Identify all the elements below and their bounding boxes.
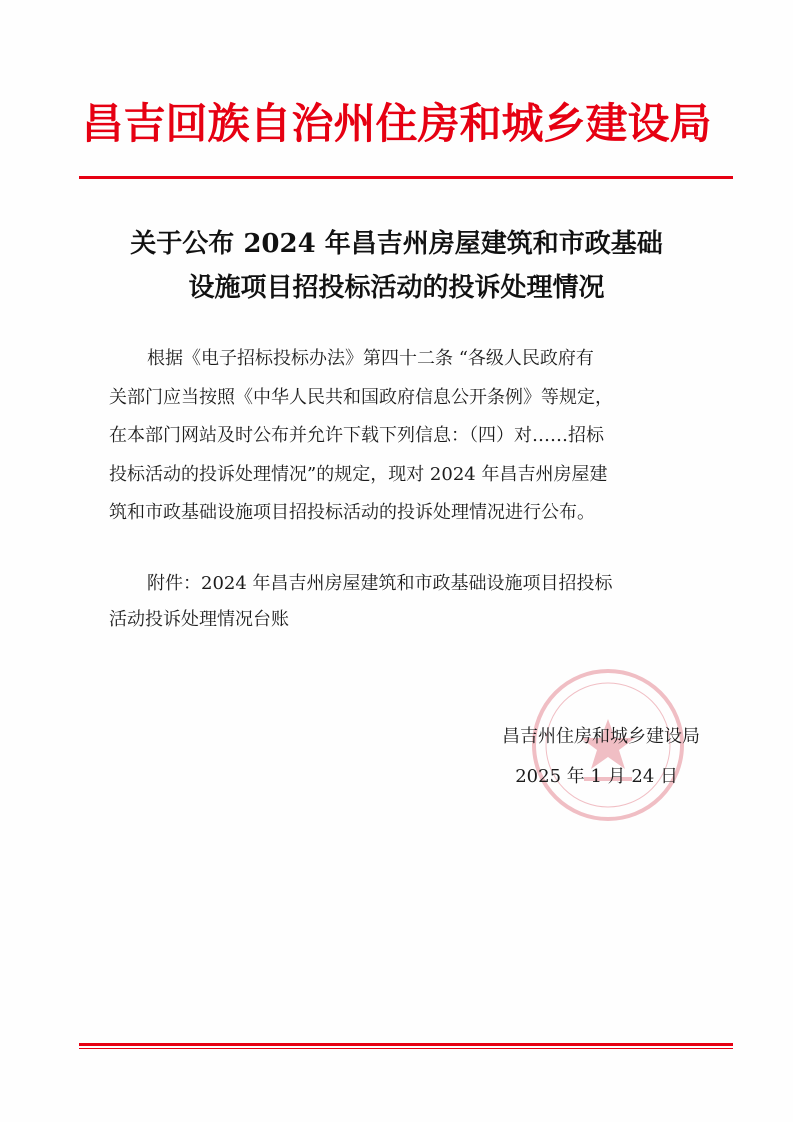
signature-date: 2025 年 1 月 24 日 bbox=[515, 766, 678, 787]
signature-block bbox=[430, 717, 700, 797]
body-line-4: 投标活动的投诉处理情况”的规定，现对 2024 年昌吉州房屋建 bbox=[109, 463, 608, 485]
body-line-5: 筑和市政基础设施项目招投标活动的投诉处理情况进行公布。 bbox=[109, 502, 595, 523]
attachment-note bbox=[109, 566, 709, 638]
document-title bbox=[80, 222, 713, 310]
signature-org: 昌吉州住房和城乡建设局 bbox=[502, 726, 700, 747]
attachment-line-2: 活动投诉处理情况台账 bbox=[109, 609, 289, 630]
footer-red-rule-thin bbox=[79, 1048, 733, 1049]
document-title-line-2: 设施项目招投标活动的投诉处理情况 bbox=[188, 273, 605, 303]
body-line-3: 在本部门网站及时公布并允许下载下列信息：（四）对……招标 bbox=[109, 425, 604, 446]
document-title-line-1: 关于公布 2024 年昌吉州房屋建筑和市政基础 bbox=[130, 229, 663, 259]
attachment-line-1: 附件：2024 年昌吉州房屋建筑和市政基础设施项目招投标 bbox=[147, 573, 613, 594]
footer-red-rule bbox=[79, 1043, 733, 1046]
body-line-1: 根据《电子招标投标办法》第四十二条 “各级人民政府有 bbox=[147, 348, 594, 369]
header-red-rule bbox=[79, 176, 733, 179]
body-line-2: 关部门应当按照《中华人民共和国政府信息公开条例》等规定， bbox=[109, 386, 613, 408]
org-header-title: 昌吉回族自治州住房和城乡建设局 bbox=[81, 99, 712, 148]
body-paragraph bbox=[109, 340, 709, 533]
